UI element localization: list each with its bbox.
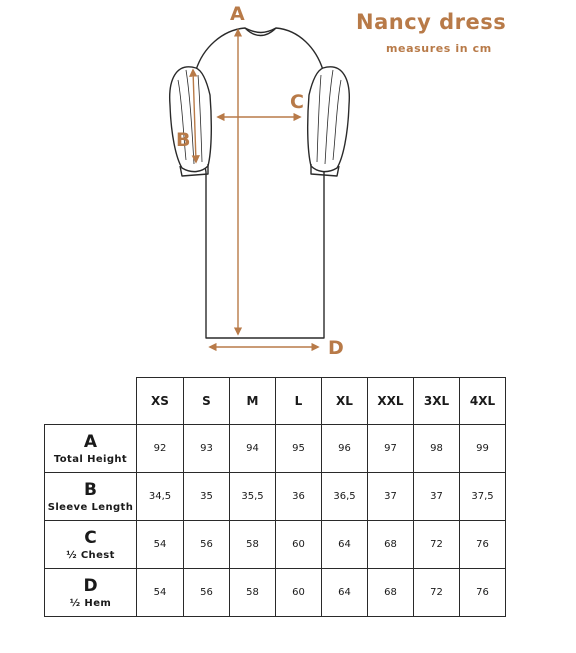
table-cell: 56 [184, 569, 230, 617]
table-cell: 93 [184, 425, 230, 473]
row-letter: B [84, 479, 97, 500]
table-cell: 76 [460, 521, 506, 569]
table-cell: 76 [460, 569, 506, 617]
row-letter: C [84, 527, 97, 548]
label-a: A [230, 3, 245, 25]
corner-cell [45, 378, 137, 425]
size-table [44, 377, 506, 617]
row-name: Total Height [53, 453, 128, 465]
table-cell: 98 [414, 425, 460, 473]
table-cell: 68 [368, 569, 414, 617]
table-row [45, 425, 506, 473]
table-cell: 60 [276, 521, 322, 569]
size-header-row [45, 378, 506, 425]
row-letter: A [83, 431, 98, 452]
table-cell: 37 [368, 473, 414, 521]
page-title: Nancy dress [356, 10, 507, 34]
size-header: 4XL [460, 378, 506, 425]
table-cell: 36 [276, 473, 322, 521]
label-b: B [176, 129, 191, 151]
table-cell: 95 [276, 425, 322, 473]
table-cell: 58 [230, 521, 276, 569]
table-cell: 58 [230, 569, 276, 617]
table-row [45, 521, 506, 569]
size-header: XXL [368, 378, 414, 425]
table-cell: 56 [184, 521, 230, 569]
size-header: S [184, 378, 230, 425]
label-d: D [328, 337, 344, 359]
row-header-b [45, 473, 137, 521]
table-cell: 54 [137, 569, 184, 617]
row-header-d [45, 569, 137, 617]
row-header-a [45, 425, 137, 473]
label-c: C [290, 91, 304, 113]
row-name: ½ Chest [66, 549, 115, 561]
size-header: 3XL [414, 378, 460, 425]
size-header: M [230, 378, 276, 425]
table-cell: 97 [368, 425, 414, 473]
table-cell: 68 [368, 521, 414, 569]
table-cell: 34,5 [137, 473, 184, 521]
table-row [45, 569, 506, 617]
table-cell: 35,5 [230, 473, 276, 521]
dress-outline [170, 28, 350, 338]
size-header: XS [137, 378, 184, 425]
size-header: XL [322, 378, 368, 425]
table-cell: 54 [137, 521, 184, 569]
table-cell: 36,5 [322, 473, 368, 521]
table-cell: 99 [460, 425, 506, 473]
row-header-c [45, 521, 137, 569]
table-cell: 64 [322, 521, 368, 569]
size-header: L [276, 378, 322, 425]
row-letter: D [83, 575, 98, 596]
table-row [45, 473, 506, 521]
table-cell: 35 [184, 473, 230, 521]
table-cell: 72 [414, 521, 460, 569]
table-cell: 94 [230, 425, 276, 473]
table-cell: 64 [322, 569, 368, 617]
table-cell: 96 [322, 425, 368, 473]
table-cell: 37 [414, 473, 460, 521]
page-subtitle: measures in cm [386, 42, 492, 55]
table-cell: 37,5 [460, 473, 506, 521]
table-cell: 72 [414, 569, 460, 617]
row-name: ½ Hem [69, 597, 112, 609]
row-name: Sleeve Length [47, 501, 134, 513]
table-cell: 60 [276, 569, 322, 617]
table-cell: 92 [137, 425, 184, 473]
